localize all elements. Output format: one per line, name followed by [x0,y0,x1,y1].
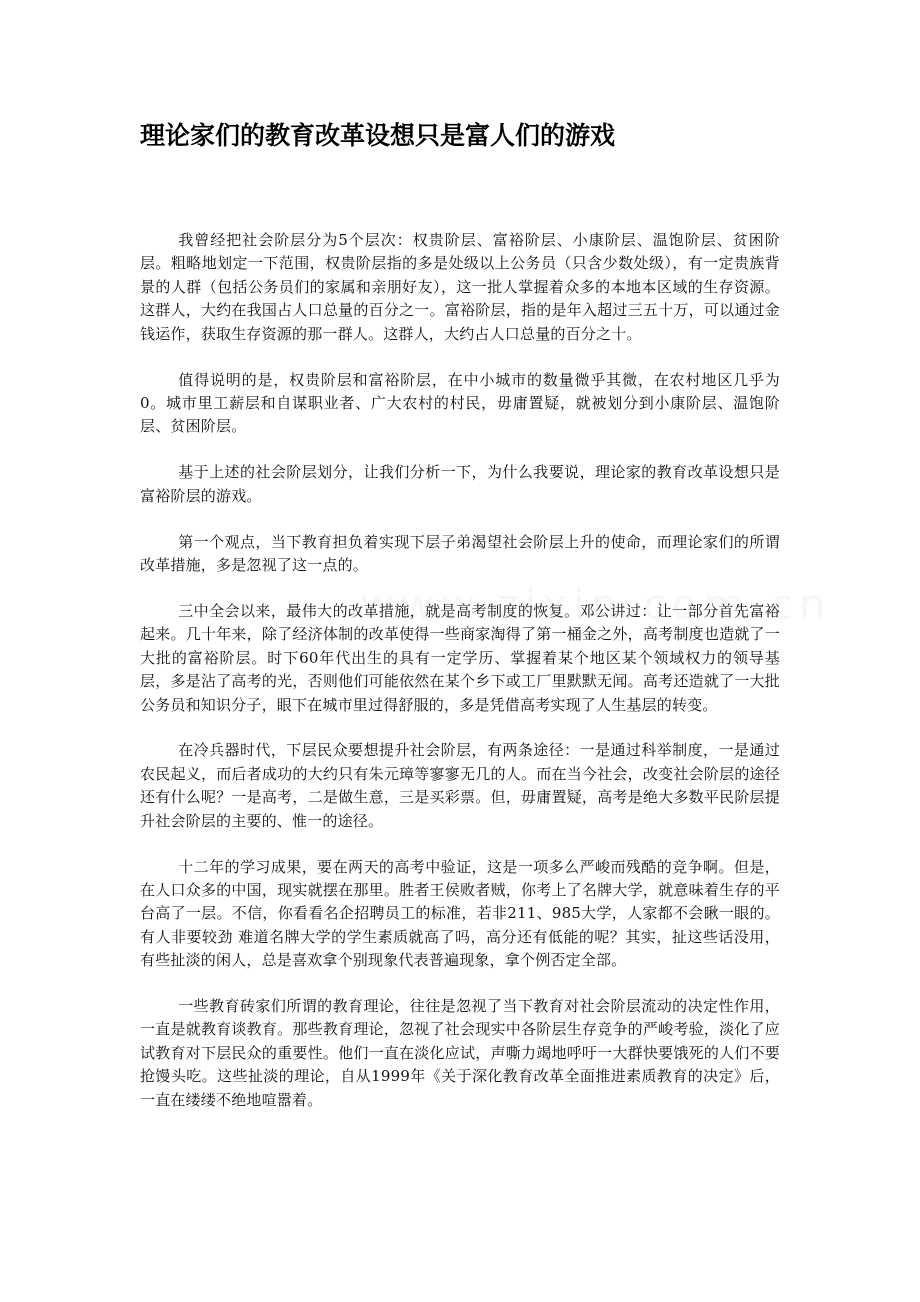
paragraph-5: 三中全会以来，最伟大的改革措施，就是高考制度的恢复。邓公讲过：让一部分首先富裕起来。几十年来，除了经济体制的改革使得一些商家淘得了第一桶金之外，高考制度也造就了一大批的富裕阶层。时下60年代出生的具有一定学历、掌握着某个地区某个领域权力的领导基层，多是沾了高考的光，否则他们可能依然在某个乡下或工厂里默默无闻。高考还造就了一大批公务员和知识分子，眼下在城市里过得舒服的，多是凭借高考实现了人生基层的转变。 [140,601,780,714]
paragraph-8: 一些教育砖家们所谓的教育理论，往往是忽视了当下教育对社会阶层流动的决定性作用，一直是就教育谈教育。那些教育理论，忽视了社会现实中各阶层生存竞争的严峻考验，淡化了应试教育对下层民众的重要性。他们一直在淡化应试，声嘶力竭地呼吁一大群快要饿死的人们不要抢馒头吃。这些扯淡的理论，自从1999年《关于深化教育改革全面推进素质教育的决定》后，一直在缕缕不绝地喧嚣着。 [140,997,780,1109]
paragraph-1: 我曾经把社会阶层分为5个层次：权贵阶层、富裕阶层、小康阶层、温饱阶层、贫困阶层。粗略地划定一下范围，权贵阶层指的多是处级以上公务员（只含少数处级），有一定贵族背景的人群（包括公务员们的家属和亲朋好友），这一批人掌握着众多的本地本区域的生存资源。这群人，大约在我国占人口总量的百分之一。富裕阶层，指的是年入超过三五十万，可以通过金钱运作，获取生存资源的那一群人。这群人，大约占人口总量的百分之十。 [140,231,780,343]
document-body [140,229,780,1135]
paragraph-6: 在冷兵器时代，下层民众要想提升社会阶层，有两条途径：一是通过科举制度，一是通过农民起义，而后者成功的大约只有朱元璋等寥寥无几的人。而在当今社会，改变社会阶层的途径还有什么呢？一是高考，二是做生意，三是买彩票。但，毋庸置疑，高考是绝大多数平民阶层提升社会阶层的主要的、惟一的途径。 [140,741,780,830]
paragraph-7: 十二年的学习成果，要在两天的高考中验证，这是一项多么严峻而残酷的竞争啊。但是，在人口众多的中国，现实就摆在那里。胜者王侯败者贼，你考上了名牌大学，就意味着生存的平台高了一层。不信，你看看名企招聘员工的标准，若非211、985大学，人家都不会瞅一眼的。有人非要较劲 难道名牌大学的学生素质就高了吗，高分还有低能的呢？其实，扯这些话没用，有些扯淡的闲人，总是喜欢拿个别现象代表普遍现象，拿个例否定全部。 [140,857,780,970]
paragraph-2: 值得说明的是，权贵阶层和富裕阶层，在中小城市的数量微乎其微，在农村地区几乎为0。城市里工薪层和自谋职业者、广大农村的村民，毋庸置疑，就被划分到小康阶层、温饱阶层、贫困阶层。 [140,370,780,436]
paragraph-4: 第一个观点，当下教育担负着实现下层子弟渴望社会阶层上升的使命，而理论家们的所谓改革措施，多是忽视了这一点的。 [140,532,780,574]
document-title: 理论家们的教育改革设想只是富人们的游戏 [140,121,616,150]
paragraph-3: 基于上述的社会阶层划分，让我们分析一下，为什么我要说，理论家的教育改革设想只是富裕阶层的游戏。 [140,463,780,505]
